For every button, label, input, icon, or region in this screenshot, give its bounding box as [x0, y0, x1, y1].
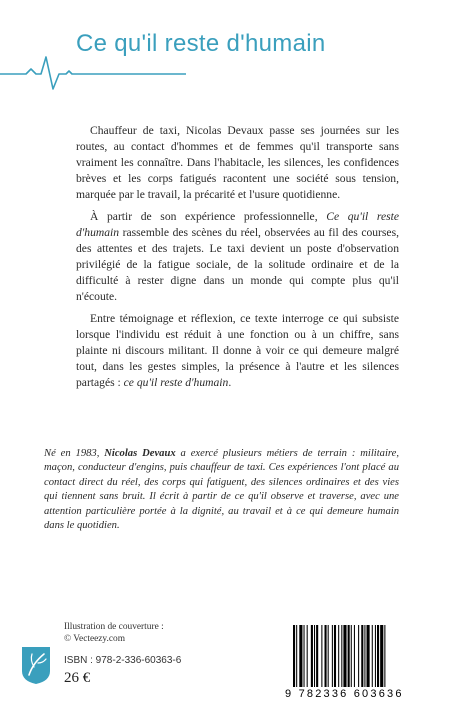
barcode-bar	[334, 625, 336, 687]
price: 26 €	[64, 670, 91, 686]
heartbeat-line-icon	[0, 52, 190, 92]
barcode-bar	[367, 625, 370, 687]
barcode-bar	[328, 625, 329, 687]
barcode-bar	[299, 625, 302, 687]
blurb-paragraph-3	[76, 311, 399, 391]
barcode-bar	[316, 625, 318, 687]
barcode-bar	[372, 625, 373, 687]
barcode-icon	[293, 625, 409, 687]
author-bio-text: a exercé plusieurs métiers de terrain : militaire, maçon, conducteur d'engins, puis chauffeur de taxi. Ces expériences l'ont placé au contact direct du réel, des corps qui fatiguent, des silences ordinaires et des vies qui tiennent sans bruit. Il écrit à partir de ce qu'il observe et traverse, avec une attention particulière portée à la dignité, au travail et à ce qui demeure humain dans le quotidien.	[44, 448, 399, 532]
barcode-bar	[384, 625, 385, 687]
barcode-bar	[358, 625, 359, 687]
author-bio-intro: Né en 1983,	[44, 448, 105, 459]
credit-line-2: © Vecteezy.com	[64, 634, 125, 644]
blurb-paragraph-1: Chauffeur de taxi, Nicolas Devaux passe ses journées sur les routes, au contact d'hommes et de femmes qu'il transporte sans vraiment les connaître. Dans l'habitacle, les silences, les confidences brèves et les corps fatigués racontent une société sous tension, marquée par le travail, la précarité et l'usure quotidienne.	[76, 124, 399, 201]
barcode-bar	[325, 625, 327, 687]
blurb-paragraph-2-title: Ce qu'il reste d'humain	[76, 210, 399, 239]
blurb-paragraph-2	[76, 209, 399, 305]
barcode-bar	[348, 625, 350, 687]
barcode-bar	[338, 625, 339, 687]
author-bio	[44, 447, 399, 533]
credit-line-1: Illustration de couverture :	[64, 622, 164, 632]
barcode-bar	[307, 625, 308, 687]
barcode-number: 9 782336 603636	[285, 688, 404, 700]
barcode-bar	[351, 625, 352, 687]
author-name: Nicolas Devaux	[104, 448, 176, 459]
blurb-paragraph-2-text-a: À partir de son expérience professionnelle,	[90, 210, 327, 223]
barcode-bar	[380, 625, 383, 687]
barcode-bar	[314, 625, 315, 687]
barcode-bar	[343, 625, 346, 687]
isbn: ISBN : 978-2-336-60363-6	[64, 655, 182, 666]
blurb-paragraph-2-text-b: rassemble des scènes du réel, observées au fil des courses, des attentes et des trajets. Le taxi devient un poste d'observation privilégié de la fatigue sociale, de la solitude ordinaire et de la difficulté à rester digne dans un monde qui compte plus qu'il n'écoute.	[76, 226, 399, 303]
book-title: Ce qu'il reste d'humain	[76, 30, 326, 57]
barcode-bar	[377, 625, 379, 687]
blurb-paragraph-3-end: .	[228, 376, 232, 389]
cover-illustration-credit	[64, 621, 164, 645]
blurb-paragraph-3-text: Entre témoignage et réflexion, ce texte interroge ce qui subsiste lorsque l'individu est réduit à une fonction ou à un chiffre, sans plainte ni discours militant. Il donne à voir ce qui demeure malgré tout, dans les gestes simples, la présence à l'autre et les silences partagés :	[76, 312, 399, 389]
barcode-bar	[311, 625, 313, 687]
publisher-logo-icon	[20, 645, 54, 685]
barcode-bar	[293, 625, 295, 687]
barcode-bar	[341, 625, 342, 687]
barcode-bar	[375, 625, 376, 687]
barcode-bar	[304, 625, 305, 687]
barcode-bar	[361, 625, 363, 687]
barcode-bar	[364, 625, 365, 687]
barcode-bar	[296, 625, 297, 687]
barcode-bar	[321, 625, 322, 687]
blurb-paragraph-3-italic: ce qu'il reste d'humain	[123, 376, 229, 389]
barcode-bar	[332, 625, 333, 687]
barcode-bar	[354, 625, 355, 687]
